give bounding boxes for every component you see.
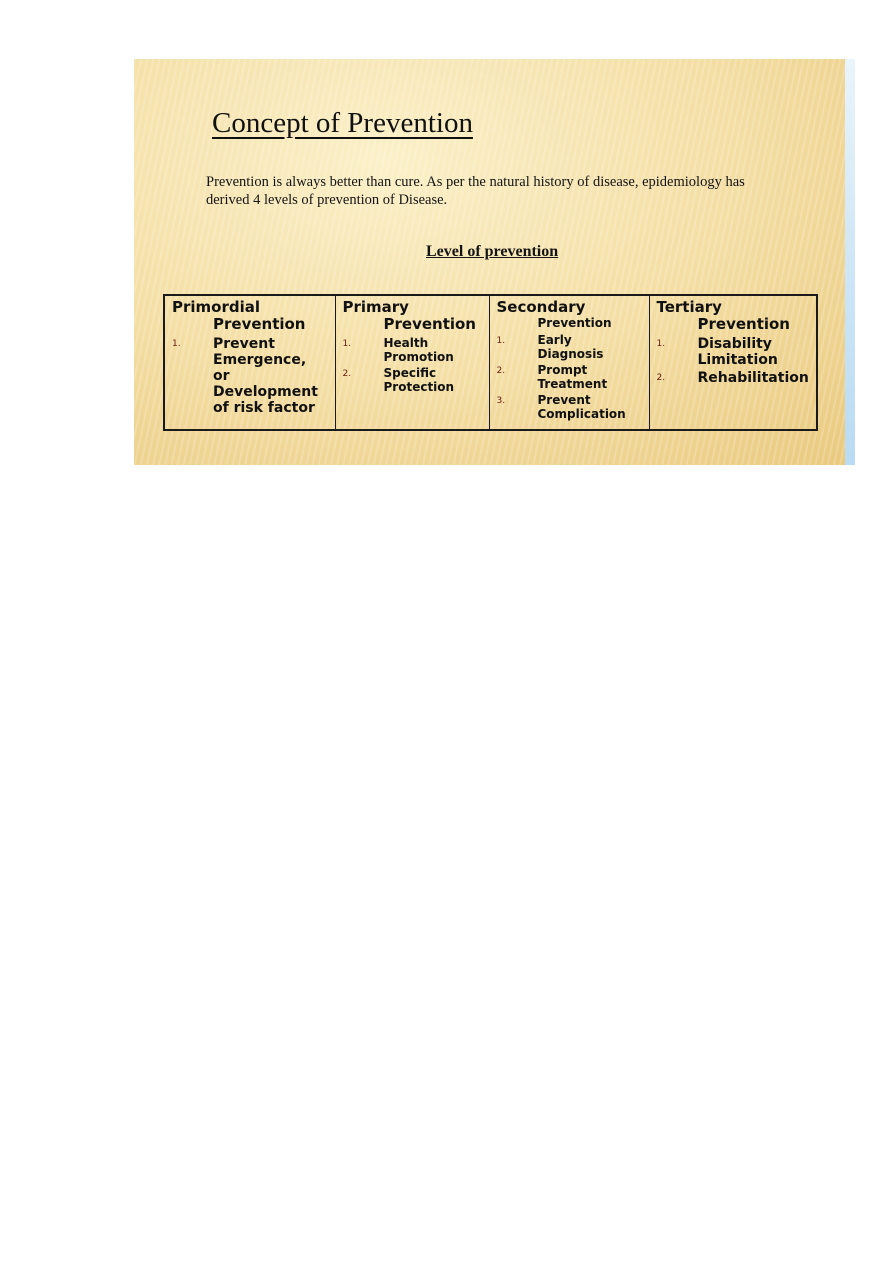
levels-heading: Level of prevention [426,243,559,260]
column-subtitle: Prevention [537,316,612,330]
column-subtitle: Prevention [213,315,306,333]
item-text: Early Diagnosis [537,333,604,361]
column-primary [335,295,489,430]
item-number: 1. [172,339,181,349]
item-number: 2. [656,373,666,383]
prevention-levels-table [163,294,818,431]
list-item [657,336,810,368]
item-text: Disability Limitation [697,336,778,368]
column-title: Tertiary [656,298,722,316]
list-item [172,336,328,416]
item-text: Prevent Complication [537,393,626,421]
item-number: 2. [342,369,352,379]
item-text: Prompt Treatment [537,363,608,391]
item-text: Health Promotion [383,336,454,364]
item-number: 1. [656,339,666,349]
slide-title: Concept of Prevention [212,107,473,139]
item-list [343,336,482,394]
column-tertiary [649,295,817,430]
column-secondary [489,295,649,430]
item-number: 2. [496,366,506,376]
item-number: 1. [496,336,506,346]
list-item [497,393,642,421]
item-list [497,333,642,421]
item-list [172,336,328,416]
item-number: 3. [496,396,506,406]
item-text: Prevent Emergence, or Development of risk factor [213,336,318,416]
item-text: Rehabilitation [697,370,809,386]
column-title: Primary [342,298,409,316]
item-text: Specific Protection [383,366,455,394]
slide [134,59,855,465]
list-item [343,366,482,394]
slide-edge-accent [845,59,855,465]
list-item [497,363,642,391]
list-item [343,336,482,364]
column-subtitle: Prevention [697,315,790,333]
item-list [657,336,810,386]
item-number: 1. [342,339,352,349]
list-item [497,333,642,361]
table-row [164,295,817,430]
intro-paragraph: Prevention is always better than cure. As per the natural history of disease, epidemiology has derived 4 levels of prevention of Disease. [206,174,745,208]
list-item [657,370,810,386]
column-title: Secondary [496,298,586,316]
column-subtitle: Prevention [383,315,476,333]
column-title: Primordial [172,298,261,316]
column-primordial [164,295,335,430]
